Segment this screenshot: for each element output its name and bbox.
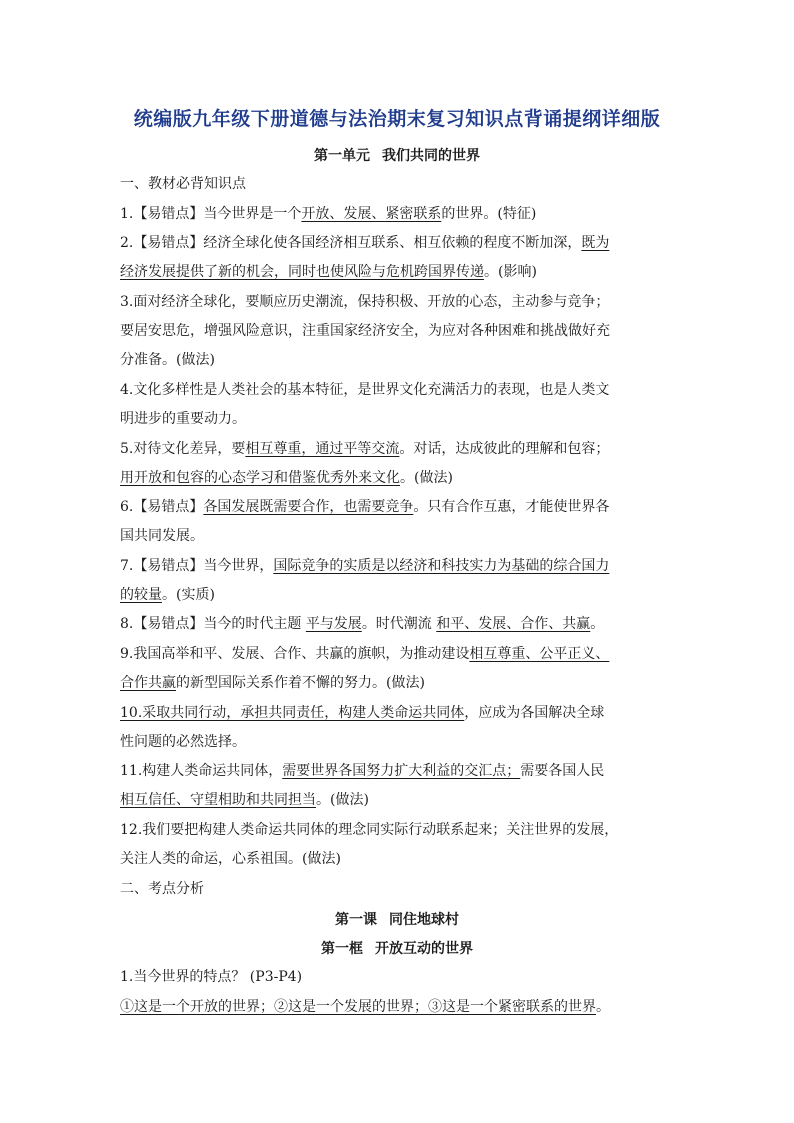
point-10-line-2: 性问题的必然选择。 [120, 734, 246, 750]
point-4-line-2: 明进步的重要动力。 [120, 411, 246, 427]
point-1: 1.【易错点】当今世界是一个开放、发展、紧密联系的世界。(特征) [120, 206, 537, 222]
point-11-line-1: 11.构建人类命运共同体，需要世界各国努力扩大利益的交汇点；需要各国人民 [120, 763, 605, 779]
point-4-line-1: 4.文化多样性是人类社会的基本特征，是世界文化充满活力的表现，也是人类文 [120, 382, 610, 398]
question-1: 1.当今世界的特点？ (P3-P4) [120, 969, 303, 985]
lesson-name: 同住地球村 [389, 912, 459, 928]
lesson-heading [0, 909, 794, 929]
point-6-line-2: 国共同发展。 [120, 528, 204, 544]
section-heading-2: 二、考点分析 [120, 881, 204, 897]
point-2-line-1: 2.【易错点】经济全球化使各国经济相互联系、相互依赖的程度不断加深，既为 [120, 235, 610, 251]
point-2-line-2: 经济发展提供了新的机会，同时也使风险与危机跨国界传递。(影响) [120, 264, 537, 280]
point-7-line-1: 7.【易错点】当今世界，国际竞争的实质是以经济和科技实力为基础的综合国力 [120, 558, 610, 574]
point-8: 8.【易错点】当今的时代主题 平与发展。时代潮流 和平、发展、合作、共赢。 [120, 616, 605, 632]
point-5-line-1: 5.对待文化差异，要相互尊重，通过平等交流。对话，达成彼此的理解和包容； [120, 441, 610, 457]
unit-label: 第一单元 [314, 148, 370, 164]
point-12-line-2: 关注人类的命运，心系祖国。(做法) [120, 851, 341, 867]
document-title: 统编版九年级下册道德与法治期末复习知识点背诵提纲详细版 [133, 108, 661, 130]
point-10-line-1: 10.采取共同行动，承担共同责任，构建人类命运共同体，应成为各国解决全球 [120, 705, 605, 721]
unit-heading [0, 145, 794, 165]
point-7-line-2: 的较量。(实质) [120, 587, 215, 603]
unit-name: 我们共同的世界 [382, 148, 480, 164]
point-3-line-2: 要居安思危，增强风险意识，注重国家经济安全，为应对各种困难和挑战做好充 [120, 323, 610, 339]
point-11-line-2: 相互信任、守望相助和共同担当。(做法) [120, 792, 369, 808]
point-9-line-2: 合作共赢的新型国际关系作着不懈的努力。(做法) [120, 675, 425, 691]
point-6-line-1: 6.【易错点】各国发展既需要合作，也需要竞争。只有合作互惠，才能使世界各 [120, 499, 610, 515]
point-5-line-2: 用开放和包容的心态学习和借鉴优秀外来文化。(做法) [120, 470, 453, 486]
point-9-line-1: 9.我国高举和平、发展、合作、共赢的旗帜，为推动建设相互尊重、公平正义、 [120, 646, 610, 662]
point-3-line-1: 3.面对经济全球化，要顺应历史潮流，保持积极、开放的心态，主动参与竞争； [120, 294, 610, 310]
frame-label: 第一框 [321, 941, 363, 957]
frame-heading [0, 938, 794, 958]
lesson-label: 第一课 [335, 912, 377, 928]
frame-name: 开放互动的世界 [375, 941, 473, 957]
point-12-line-1: 12.我们要把构建人类命运共同体的理念同实际行动联系起来；关注世界的发展， [120, 822, 619, 838]
section-heading-1: 一、教材必背知识点 [120, 176, 246, 192]
answer-1: ①这是一个开放的世界；②这是一个发展的世界；③这是一个紧密联系的世界。 [120, 999, 610, 1015]
point-3-line-3: 分准备。(做法) [120, 352, 215, 368]
